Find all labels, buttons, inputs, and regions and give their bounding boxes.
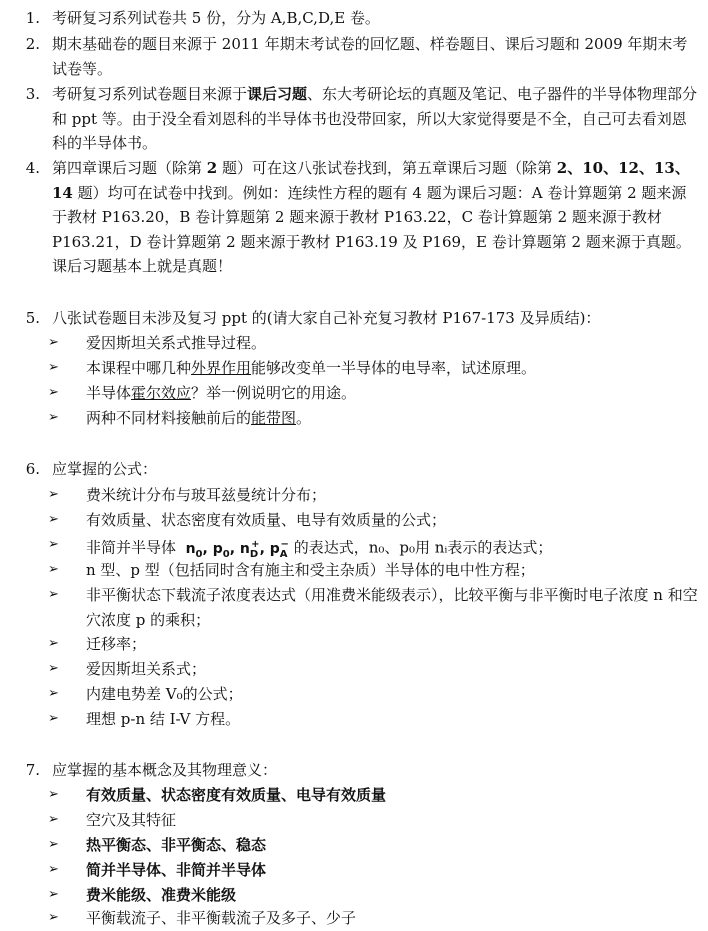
bullet-item [48, 483, 698, 508]
list-item-2 [10, 32, 700, 81]
bullet-item [48, 783, 698, 808]
bullet-text: 热平衡态、非平衡态、稳态 [86, 836, 267, 854]
bullet-text [86, 406, 698, 431]
item-number: 4. [25, 159, 40, 177]
text-run: 本课程中哪几种 [86, 359, 192, 377]
text-run: 考研复习系列试卷题目来源于 [52, 85, 248, 103]
arrow-bullet-icon: ➢ [48, 587, 59, 602]
bullet-text: 有效质量、状态密度有效质量、电导有效质量的公式； [86, 511, 447, 529]
bullet-item [48, 707, 698, 732]
list-item-7 [10, 758, 700, 783]
arrow-bullet-icon: ➢ [48, 787, 59, 802]
arrow-bullet-icon: ➢ [48, 360, 59, 375]
text-run: 题）均可在试卷中找到。例如：连续性方程的题有 4 题为课后习题：A 卷计算题第 2 题来源于教材 P163.20，B 卷计算题第 2 题来源于教材 P163.22，C 卷计算题第 2 题来源于教材 P163.21，D 卷计算题第 2 题来源于教材 P163.19 及 P169，E 卷计算题第 2 题来源于真题。课后习题基本上就是真题！ [52, 183, 691, 275]
bullet-text: 爱因斯坦关系式推导过程。 [86, 334, 267, 352]
bullet-item [48, 858, 698, 883]
bullet-item [48, 657, 698, 682]
item-number: 1. [25, 9, 40, 27]
bullet-item [48, 331, 698, 356]
arrow-bullet-icon: ➢ [48, 910, 59, 925]
item-text [52, 156, 700, 279]
bullet-text: 内建电势差 V₀的公式； [86, 685, 243, 703]
bullet-item [48, 356, 698, 381]
bullet-item [48, 883, 698, 908]
item-number: 5. [25, 309, 40, 327]
arrow-bullet-icon: ➢ [48, 636, 59, 651]
bullet-item [48, 508, 698, 533]
bullet-text: 简并半导体、非简并半导体 [86, 861, 267, 879]
bullet-text: 迁移率； [86, 635, 147, 653]
bullet-text: 平衡载流子、非平衡载流子及多子、少子 [86, 909, 357, 927]
item-text: 八张试卷题目未涉及复习 ppt 的(请大家自己补充复习教材 P167-173 及异质结)： [52, 309, 601, 327]
bullet-text [86, 381, 698, 406]
arrow-bullet-icon: ➢ [48, 661, 59, 676]
text-run: 第四章课后习题（除第 [52, 159, 207, 177]
arrow-bullet-icon: ➢ [48, 711, 59, 726]
text-run: 。 [296, 409, 312, 427]
item-number: 2. [25, 35, 40, 53]
list-item-1 [10, 6, 700, 31]
arrow-bullet-icon: ➢ [48, 537, 59, 552]
text-run: 的表达式，n₀、p₀用 nᵢ表示的表达式； [288, 538, 553, 557]
bullet-item [48, 682, 698, 707]
item-text: 应掌握的基本概念及其物理意义： [52, 761, 278, 779]
bullet-item [48, 632, 698, 657]
text-run: ？举一例说明它的用途。 [191, 384, 357, 402]
bullet-text [86, 356, 698, 381]
bullet-item [48, 381, 698, 406]
list-item-4 [10, 156, 700, 279]
bullet-text: 空穴及其特征 [86, 811, 177, 829]
text-run: 题）可在这八张试卷找到，第五章课后习题（除第 [217, 159, 557, 177]
bullet-item [48, 833, 698, 858]
text-run: 非简并半导体 [86, 538, 177, 557]
item-number: 3. [25, 85, 40, 103]
bold-text: 2 [206, 159, 218, 177]
arrow-bullet-icon: ➢ [48, 562, 59, 577]
item-number: 6. [25, 460, 40, 478]
arrow-bullet-icon: ➢ [48, 686, 59, 701]
arrow-bullet-icon: ➢ [48, 385, 59, 400]
text-run: 半导体 [86, 384, 132, 402]
list-item-5 [10, 306, 700, 331]
arrow-bullet-icon: ➢ [48, 887, 59, 902]
bullet-text: 理想 p-n 结 I-V 方程。 [86, 710, 241, 728]
item-text [52, 82, 700, 156]
arrow-bullet-icon: ➢ [48, 512, 59, 527]
underlined-text: 能带图 [251, 409, 297, 427]
bold-text: 课后习题 [247, 85, 308, 103]
underlined-text: 外界作用 [191, 359, 252, 377]
list-item-3 [10, 82, 700, 156]
arrow-bullet-icon: ➢ [48, 837, 59, 852]
bullet-item [48, 558, 698, 583]
arrow-bullet-icon: ➢ [48, 862, 59, 877]
text-run: 、东大考研论坛的真题及笔记、电子器件的半导体物理部分和 ppt 等。由于没全看刘恩科的半导体书也没带回家，所以大家觉得要是不全，自己可去看刘恩科的半导体书。 [52, 85, 698, 152]
bullet-text: 费米能级、准费米能级 [86, 886, 237, 904]
arrow-bullet-icon: ➢ [48, 335, 59, 350]
bullet-text: 有效质量、状态密度有效质量、电导有效质量 [86, 786, 387, 804]
item-text: 期末基础卷的题目来源于 2011 年期末考试卷的回忆题、样卷题目、课后习题和 2009 年期末考试卷等。 [52, 35, 688, 78]
item-text: 应掌握的公式： [52, 460, 158, 478]
bullet-text: 非平衡状态下载流子浓度表达式（用准费米能级表示），比较平衡与非平衡时电子浓度 n 和空穴浓度 p 的乘积； [86, 586, 698, 629]
arrow-bullet-icon: ➢ [48, 487, 59, 502]
bullet-item [48, 906, 698, 931]
text-run: 能够改变单一半导体的电导率，试述原理。 [251, 359, 537, 377]
item-text: 考研复习系列试卷共 5 份，分为 A,B,C,D,E 卷。 [52, 9, 380, 27]
underlined-text: 霍尔效应 [131, 384, 192, 402]
bullet-text: n 型、p 型（包括同时含有施主和受主杂质）半导体的电中性方程； [86, 561, 535, 579]
bullet-item [48, 406, 698, 431]
arrow-bullet-icon: ➢ [48, 410, 59, 425]
item-number: 7. [25, 761, 40, 779]
math-formula: $n_0$, $p_0$, $n_D^+$, $p_A^-$ [185, 539, 289, 560]
bullet-item [48, 808, 698, 833]
arrow-bullet-icon: ➢ [48, 812, 59, 827]
text-run: 两种不同材料接触前后的 [86, 409, 252, 427]
bullet-item [48, 583, 698, 632]
bullet-text: 费米统计分布与玻耳兹曼统计分布； [86, 486, 327, 504]
bold-text: 2、10、12、13、14 [52, 159, 690, 202]
bullet-text: 爱因斯坦关系式； [86, 660, 207, 678]
list-item-6 [10, 457, 700, 482]
